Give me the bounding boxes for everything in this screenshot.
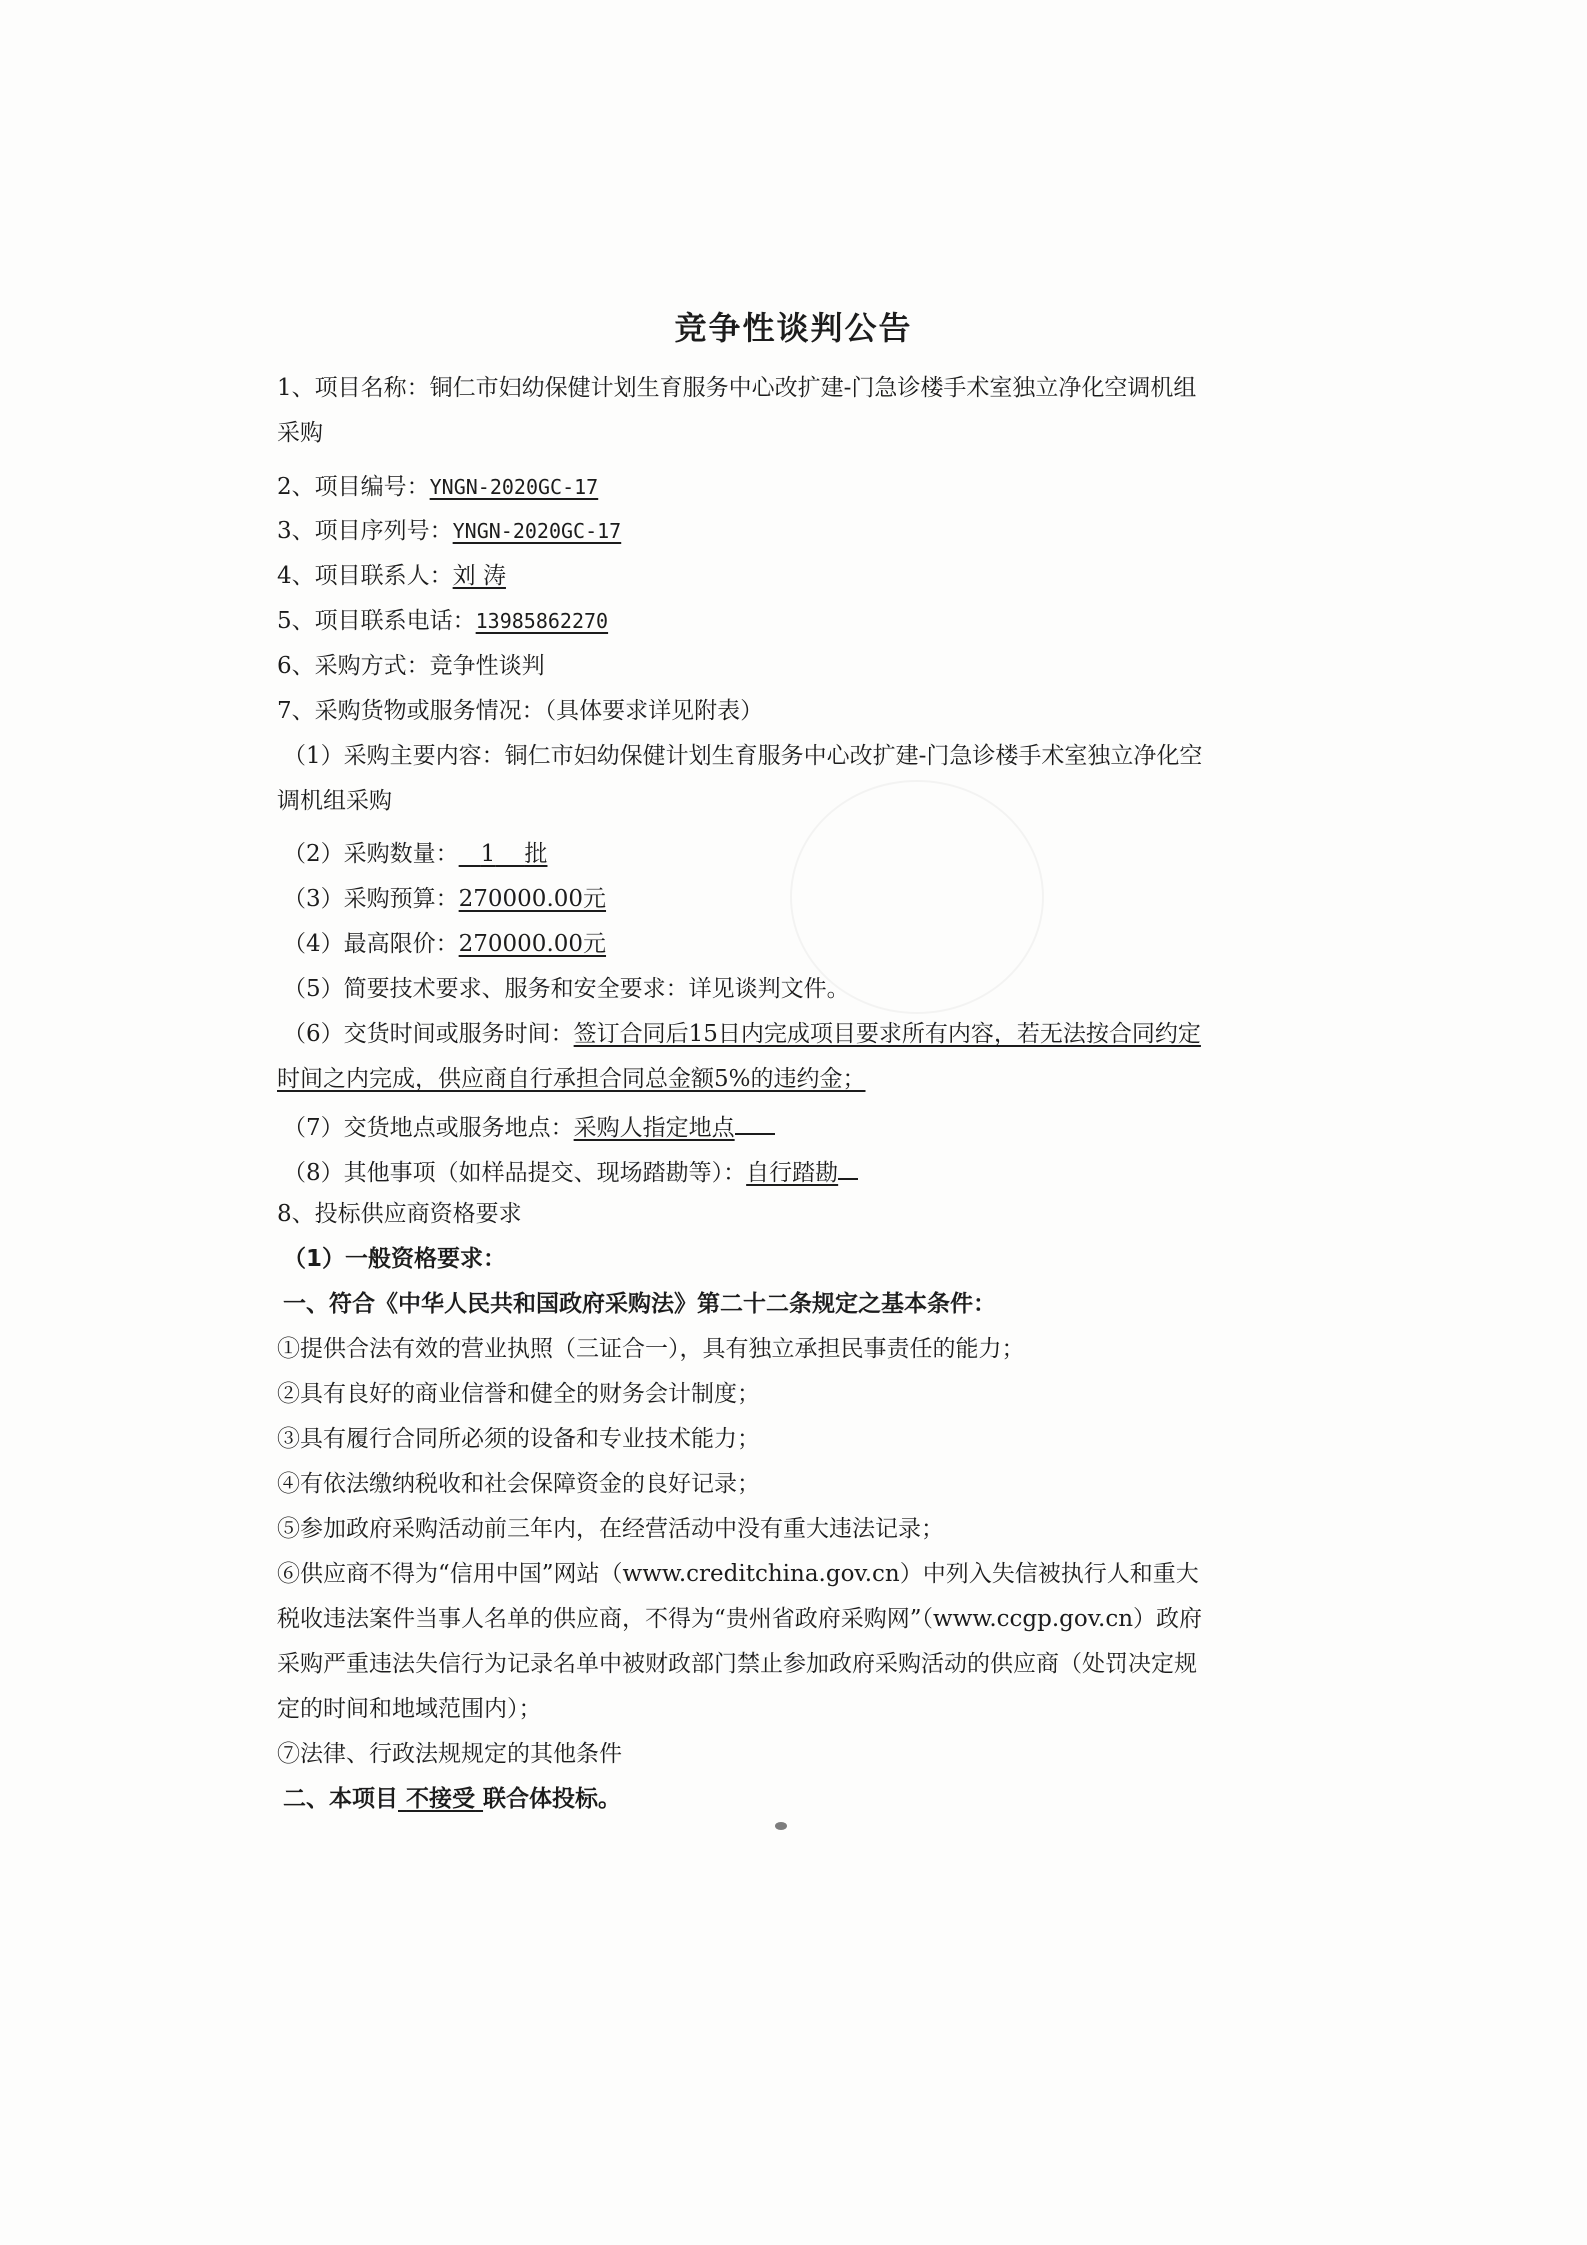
item-budget-label: （3）采购预算： <box>283 886 459 912</box>
item-project-name-value: 铜仁市妇幼保健计划生育服务中心改扩建-门急诊楼手术室独立净化空调机组 <box>429 375 1197 401</box>
item-project-number <box>277 472 598 502</box>
condition-5: ⑤参加政府采购活动前三年内，在经营活动中没有重大违法记录； <box>277 1516 944 1542</box>
item-budget-value: 270000.00元 <box>458 886 607 912</box>
section2-value <box>398 1786 483 1812</box>
item-contact-phone-value: 13985862270 <box>475 609 609 633</box>
item-contact-phone <box>277 606 608 636</box>
item-project-number-value: YNGN-2020GC-17 <box>429 475 599 499</box>
condition-2: ②具有良好的商业信誉和健全的财务会计制度； <box>277 1381 760 1407</box>
item-contact-person-label: 4、项目联系人： <box>277 563 453 589</box>
item-main-content-continued: 调机组采购 <box>277 788 392 814</box>
item-delivery-place-blank <box>735 1109 775 1135</box>
item-delivery-time <box>283 1019 1201 1049</box>
item-contact-person-value: 刘 涛 <box>452 563 506 589</box>
item-max-price-label: （4）最高限价： <box>283 931 459 957</box>
condition-3: ③具有履行合同所必须的设备和专业技术能力； <box>277 1426 760 1452</box>
item-other-matters-label: （8）其他事项（如样品提交、现场踏勘等）： <box>283 1160 747 1186</box>
item-qualification: 8、投标供应商资格要求 <box>277 1201 522 1227</box>
item-quantity-number: 1 <box>480 841 496 867</box>
item-other-matters <box>283 1154 858 1188</box>
item-other-matters-value: 自行踏勘 <box>746 1160 839 1186</box>
item-project-serial-value: YNGN-2020GC-17 <box>452 519 622 543</box>
item-main-content: （1）采购主要内容：铜仁市妇幼保健计划生育服务中心改扩建-门急诊楼手术室独立净化空 <box>283 743 1203 769</box>
item-project-name-continued: 采购 <box>277 420 323 446</box>
scan-speck <box>775 1822 787 1830</box>
section1-heading: 一、符合《中华人民共和国政府采购法》第二十二条规定之基本条件： <box>283 1291 996 1317</box>
general-qualification-heading: （1）一般资格要求： <box>283 1246 507 1272</box>
item-project-name <box>277 373 1196 403</box>
condition-1: ①提供合法有效的营业执照（三证合一），具有独立承担民事责任的能力； <box>277 1336 1025 1362</box>
item-max-price <box>283 929 606 959</box>
item-delivery-time-label: （6）交货时间或服务时间： <box>283 1021 574 1047</box>
item-other-matters-blank <box>838 1154 858 1180</box>
condition-6: ⑥供应商不得为“信用中国”网站（www.creditchina.gov.cn）中列入失信被执行人和重大 <box>277 1561 1199 1587</box>
item-project-serial-label: 3、项目序列号： <box>277 518 453 544</box>
item-project-name-label: 1、项目名称： <box>277 375 430 401</box>
condition-6-continued-1: 税收违法案件当事人名单的供应商，不得为“贵州省政府采购网”（www.ccgp.gov.cn）政府 <box>277 1606 1203 1632</box>
item-project-serial <box>277 516 621 546</box>
document-title: 竞争性谈判公告 <box>674 309 913 347</box>
section2-prefix: 二、本项目 <box>283 1786 398 1812</box>
condition-7: ⑦法律、行政法规规定的其他条件 <box>277 1741 622 1767</box>
item-delivery-time-continued: 时间之内完成，供应商自行承担合同总金额5%的违约金； <box>277 1066 866 1092</box>
item-contact-phone-label: 5、项目联系电话： <box>277 608 476 634</box>
item-quantity-value <box>459 841 548 867</box>
item-procurement-method-value: 竞争性谈判 <box>429 653 545 679</box>
item-quantity <box>283 839 547 869</box>
item-quantity-unit: 批 <box>524 841 548 867</box>
item-procurement-method <box>277 651 545 681</box>
condition-6-continued-2: 采购严重违法失信行为记录名单中被财政部门禁止参加政府采购活动的供应商（处罚决定规 <box>277 1651 1197 1677</box>
item-delivery-time-value: 签订合同后15日内完成项目要求所有内容，若无法按合同约定 <box>573 1021 1201 1047</box>
item-max-price-value: 270000.00元 <box>458 931 607 957</box>
section2-value-text: 不接受 <box>406 1786 476 1812</box>
item-project-number-label: 2、项目编号： <box>277 474 430 500</box>
item-procurement-method-label: 6、采购方式： <box>277 653 430 679</box>
item-quantity-label: （2）采购数量： <box>283 841 459 867</box>
item-technical-requirements: （5）简要技术要求、服务和安全要求：详见谈判文件。 <box>283 976 850 1002</box>
condition-4: ④有依法缴纳税收和社会保障资金的良好记录； <box>277 1471 760 1497</box>
condition-6-continued-3: 定的时间和地域范围内）； <box>277 1696 542 1722</box>
item-contact-person <box>277 561 506 591</box>
section2-suffix: 联合体投标。 <box>483 1786 622 1812</box>
item-delivery-place <box>283 1109 775 1143</box>
item-budget <box>283 884 606 914</box>
item-delivery-place-label: （7）交货地点或服务地点： <box>283 1115 574 1141</box>
item-goods-services: 7、采购货物或服务情况：（具体要求详见附表） <box>277 698 764 724</box>
section2-statement <box>283 1784 621 1814</box>
item-delivery-place-value: 采购人指定地点 <box>573 1115 735 1141</box>
